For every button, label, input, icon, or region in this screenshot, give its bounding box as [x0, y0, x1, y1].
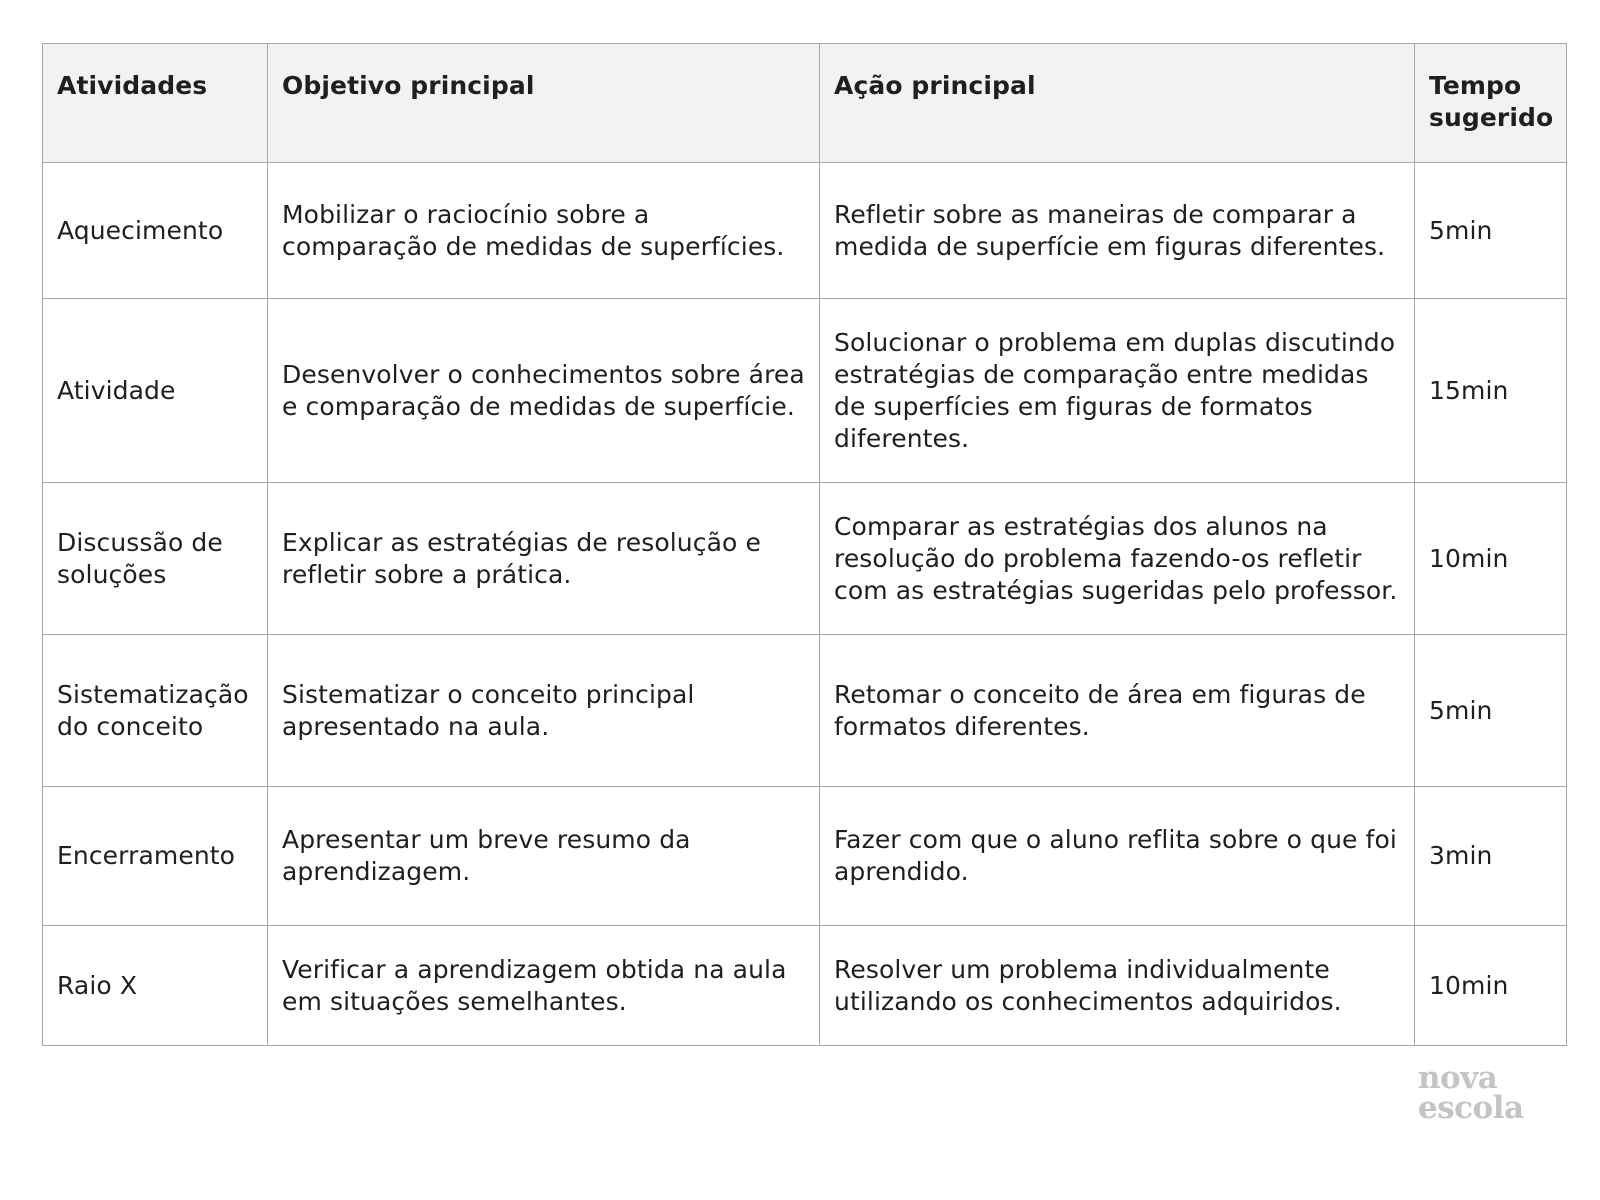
header-row [43, 44, 1567, 163]
nova-escola-logo [1418, 1060, 1538, 1126]
cell-atividade: Sistematização do conceito [43, 635, 268, 787]
cell-atividade: Discussão de soluções [43, 483, 268, 635]
table-row [43, 635, 1567, 787]
table-row [43, 787, 1567, 926]
cell-acao: Retomar o conceito de área em figuras de formatos diferentes. [820, 635, 1415, 787]
cell-acao: Comparar as estratégias dos alunos na resolução do problema fazendo-os refletir com as estratégias sugeridas pelo professor. [820, 483, 1415, 635]
logo-line-nova: nova [1418, 1060, 1498, 1096]
cell-objetivo: Sistematizar o conceito principal apresentado na aula. [268, 635, 820, 787]
cell-tempo: 3min [1415, 787, 1567, 926]
cell-tempo: 10min [1415, 483, 1567, 635]
cell-tempo: 5min [1415, 635, 1567, 787]
table-header [43, 44, 1567, 163]
cell-atividade: Atividade [43, 299, 268, 483]
cell-acao: Resolver um problema individualmente utilizando os conhecimentos adquiridos. [820, 926, 1415, 1046]
cell-tempo: 15min [1415, 299, 1567, 483]
cell-objetivo: Mobilizar o raciocínio sobre a comparação de medidas de superfícies. [268, 163, 820, 299]
cell-objetivo: Verificar a aprendizagem obtida na aula em situações semelhantes. [268, 926, 820, 1046]
logo-line-escola: escola [1418, 1090, 1524, 1126]
cell-acao: Solucionar o problema em duplas discutindo estratégias de comparação entre medidas de superfícies em figuras de formatos diferentes. [820, 299, 1415, 483]
header-acao-principal: Ação principal [820, 44, 1415, 163]
cell-acao: Fazer com que o aluno reflita sobre o que foi aprendido. [820, 787, 1415, 926]
cell-tempo: 10min [1415, 926, 1567, 1046]
table-row [43, 926, 1567, 1046]
table-row [43, 299, 1567, 483]
lesson-plan-table [42, 43, 1567, 1046]
cell-tempo: 5min [1415, 163, 1567, 299]
cell-atividade: Raio X [43, 926, 268, 1046]
cell-objetivo: Apresentar um breve resumo da aprendizagem. [268, 787, 820, 926]
cell-objetivo: Explicar as estratégias de resolução e refletir sobre a prática. [268, 483, 820, 635]
header-objetivo-principal: Objetivo principal [268, 44, 820, 163]
table-row [43, 483, 1567, 635]
header-atividades: Atividades [43, 44, 268, 163]
table-row [43, 163, 1567, 299]
cell-atividade: Aquecimento [43, 163, 268, 299]
cell-atividade: Encerramento [43, 787, 268, 926]
header-tempo-sugerido: Tempo sugerido [1415, 44, 1567, 163]
table-body [43, 163, 1567, 1046]
cell-acao: Refletir sobre as maneiras de comparar a medida de superfície em figuras diferentes. [820, 163, 1415, 299]
cell-objetivo: Desenvolver o conhecimentos sobre área e comparação de medidas de superfície. [268, 299, 820, 483]
